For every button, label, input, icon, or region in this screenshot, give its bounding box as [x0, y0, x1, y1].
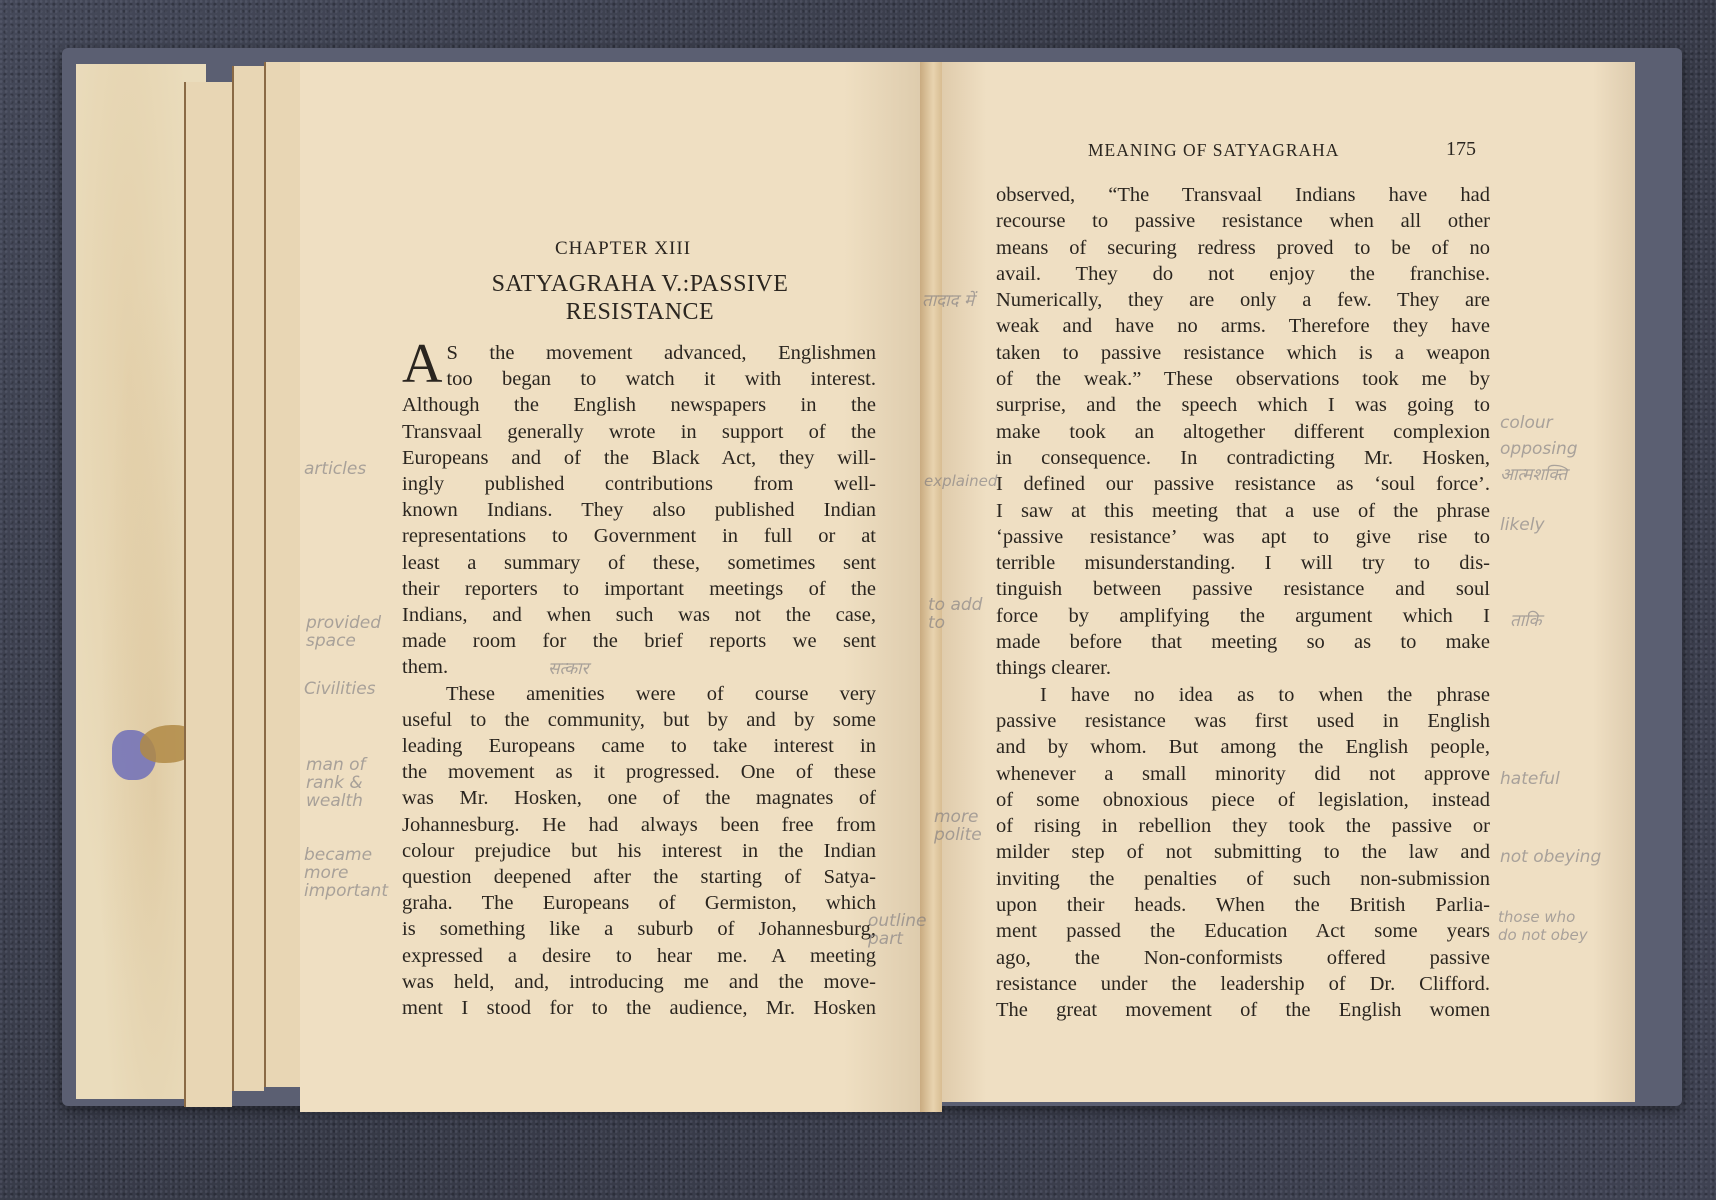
- margin-note: became more important: [304, 845, 388, 901]
- page-edge: [184, 82, 232, 1107]
- chapter-title: SATYAGRAHA V.:PASSIVE RESISTANCE: [491, 271, 789, 325]
- left-page-text: A S the movement advanced, Englishmen too began to watch it with interest. Although the English newspapers in the Transvaal generally wrote in support of the Europeans and of the Black Act, they will- ingly published contributions from well- known Indians. They also published Indian representations to Government in full or at least a summary of these, sometimes sent their reporters to important meetings of the Indians, and when such was not the case, made room for the brief reports we sent them. These amenities were of course very useful to the community, but by and by some leading Europeans came to take interest in the movement as it progressed. One of these was Mr. Hosken, one of the magnates of Johannesburg. He had always been free from colour prejudice but his interest in the Indian question deepened after the starting of Satya- graha. The Europeans of Germiston, which is something like a suburb of Johannesburg, expressed a desire to hear me. A meeting was held, and, introducing me and the move- ment I stood for to the audience, Mr. Hosken: [402, 333, 876, 1020]
- margin-note: not obeying: [1500, 847, 1602, 867]
- margin-note: explained: [924, 472, 998, 490]
- margin-note: provided space: [306, 613, 382, 651]
- running-header: MEANING OF SATYAGRAHA: [1088, 140, 1340, 160]
- drop-cap: A: [402, 333, 443, 395]
- chapter-label: CHAPTER XIII: [555, 238, 692, 259]
- margin-note: आत्मशक्ति: [1500, 465, 1568, 485]
- margin-note: hateful: [1500, 769, 1560, 789]
- margin-note: Civilities: [304, 679, 376, 699]
- page-number: 175: [1446, 138, 1476, 160]
- book-gutter: [920, 62, 942, 1112]
- margin-note: opposing: [1500, 439, 1578, 459]
- margin-note: outline part: [868, 911, 927, 949]
- margin-note: colour: [1500, 413, 1553, 433]
- margin-note: articles: [304, 459, 367, 479]
- margin-note: likely: [1500, 515, 1545, 535]
- page-edge: [264, 62, 302, 1087]
- margin-note: तादाद में: [922, 291, 975, 311]
- margin-note: man of rank & wealth: [306, 755, 366, 811]
- margin-note: those who do not obey: [1498, 908, 1588, 944]
- right-page-text: observed, “The Transvaal Indians have had recourse to passive resistance when all other means of securing redress proved to be of no avail. They do not enjoy the franchise. Numerically, they are only a few. They are weak and have no arms. Therefore they have taken to passive resistance which is a weapon of the weak.” These observations took me by surprise, and the speech which I was going to make took an altogether different complexion in consequence. In contradicting Mr. Hosken, I defined our passive resistance as ‘soul force’. I saw at this meeting that a use of the phrase ‘passive resistance’ was apt to give rise to terrible misunderstanding. I will try to dis- tinguish between passive resistance and soul force by amplifying the argument which I made before that meeting so as to make things clearer. I have no idea as to when the phrase passive resistance was first used in English and by whom. But among the English people, whenever a small minority did not approve of some obnoxious piece of legislation, instead of rising in rebellion they took the passive or milder step of not submitting to the law and inviting the penalties of such non-submission upon their heads. When the British Parlia- ment passed the Education Act some years ago, the Non-conformists offered passive resistance under the leadership of Dr. Clifford. The great movement of the English women: [996, 184, 1490, 1022]
- margin-note: more polite: [934, 807, 982, 845]
- margin-note: to add to: [928, 595, 983, 633]
- margin-note: सत्कार: [548, 659, 589, 679]
- margin-note: ताकि: [1510, 611, 1542, 631]
- page-edge: [232, 66, 264, 1091]
